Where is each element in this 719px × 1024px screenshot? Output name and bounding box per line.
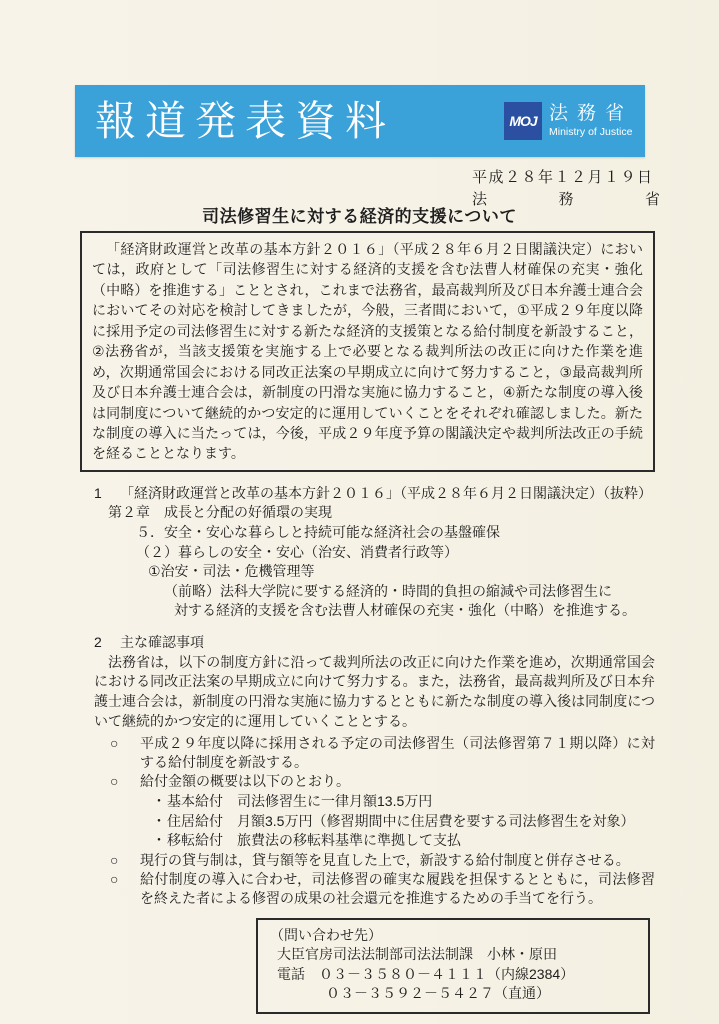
phone-number-2: ０３－３５９２－５４２７（直通） <box>326 985 550 1002</box>
sub-bullet-item <box>152 812 655 831</box>
dot-bullet-marker: ・ <box>152 792 166 809</box>
moj-logo-text <box>549 104 633 138</box>
circle-bullet-marker: ○ <box>110 851 119 868</box>
section-1-number: 1 <box>94 484 102 501</box>
contact-department: 大臣官房司法法制部司法法制課 小林・原田 <box>277 946 557 963</box>
section-1-line: ５．安全・安心な暮らしと持続可能な経済社会の基盤確保 <box>136 524 500 540</box>
document-title: 司法修習生に対する経済的支援について <box>202 207 517 226</box>
release-date: 平成２８年１２月１９日 <box>472 169 654 186</box>
contact-box <box>256 918 650 1014</box>
moj-monogram-text: MOJ <box>509 113 537 129</box>
bullet-text: 平成２９年度以降に採用される予定の司法修習生（司法修習第７１期以降）に対する給付制度を新設する。 <box>140 735 655 770</box>
section-1-title: 「経済財政運営と改革の基本方針２０１６」（平成２８年６月２日閣議決定）（抜粋） <box>120 484 652 501</box>
section-1-line: （２）暮らしの安全・安心（治安、消費者行政等） <box>136 543 458 560</box>
dot-bullet-marker: ・ <box>152 832 166 849</box>
section-2-heading <box>80 633 655 653</box>
bullet-text: 基本給付 司法修習生に一律月額13.5万円 <box>167 792 433 809</box>
section-2-number: 2 <box>94 633 102 650</box>
section-1-line: ①治安・司法・危機管理等 <box>148 563 315 580</box>
section-1-heading <box>80 484 655 504</box>
phone-label: 電話 <box>277 965 305 982</box>
logo-org-name-en: Ministry of Justice <box>548 125 633 138</box>
summary-text: 「経済財政運営と改革の基本方針２０１６」（平成２８年６月２日閣議決定）においては，政府として「司法修習生に対する経済的支援を含む法曹人材確保の充実・強化（中略）を推進する」こととされ，これまで法務省，最高裁判所及び日本弁護士連合会においてその対応を検討してきましたが，今般，三者間において，①平成２９年度以降に採用予定の司法修習生に対する新たな経済的支援策となる給付制度を新設すること，②法務省が，当該支援策を実施する上で必要となる裁判所法の改正に向けた作業を進め，次期通常国会における同改正法案の早期成立に向けて努力すること，③最高裁判所及び日本弁護士連合会は，新制度の円滑な実施に協力すること，④新たな制度の導入後は同制度について継続的かつ安定的に運用していくことをそれぞれ確認しました。新たな制度の導入に当たっては，今後，平成２９年度予算の閣議決定や裁判所法改正の手続を経ることとなります。 <box>92 241 643 462</box>
moj-logo <box>504 102 633 140</box>
phone-number-1: ０３－３５８０－４１１１（内線2384） <box>319 965 575 982</box>
bullet-item <box>110 734 655 771</box>
circle-bullet-marker: ○ <box>110 735 119 752</box>
bullet-text: 給付金額の概要は以下のとおり。 <box>140 773 350 790</box>
sub-bullet-item <box>152 831 655 850</box>
moj-monogram-icon <box>504 102 542 140</box>
circle-bullet-marker: ○ <box>110 773 119 790</box>
section-1 <box>80 484 655 621</box>
section-1-line: 第２章 成長と分配の好循環の実現 <box>108 504 332 521</box>
document-body <box>80 231 655 1014</box>
section-2-title: 主な確認事項 <box>120 633 204 650</box>
logo-org-name: 法務省 <box>548 102 633 124</box>
summary-box <box>80 231 655 472</box>
press-release-banner <box>75 85 645 157</box>
bullet-item <box>110 772 655 791</box>
dot-bullet-marker: ・ <box>152 812 166 829</box>
sub-bullet-item <box>152 792 655 811</box>
contact-label: （問い合わせ先） <box>270 926 382 943</box>
circle-bullet-marker: ○ <box>110 871 119 888</box>
bullet-text: 給付制度の導入に合わせ，司法修習の確実な履践を担保するとともに，司法修習を終えた者による修習の成果の社会還元を推進するための手当てを行う。 <box>140 871 655 906</box>
contact-phone-line <box>277 965 636 985</box>
section-1-line: （前略）法科大学院に要する経済的・時間的負担の縮減や司法修習生に <box>164 582 612 599</box>
bullet-text: 移転給付 旅費法の移転料基準に準拠して支払 <box>167 832 461 849</box>
section-2 <box>80 633 655 908</box>
section-2-paragraph: 法務省は，以下の制度方針に沿って裁判所法の改正に向けた作業を進め，次期通常国会における同改正法案の早期成立に向けて努力する。また，法務省，最高裁判所及び日本弁護士連合会は，新制度の円滑な実施に協力するとともに新たな制度の導入後は同制度について継続的かつ安定的に運用していくこととする。 <box>94 653 655 730</box>
bullet-text: 住居給付 月額3.5万円（修習期間中に住居費を要する司法修習生を対象） <box>167 812 635 829</box>
banner-title: 報道発表資料 <box>95 97 395 144</box>
bullet-item <box>110 870 655 907</box>
issuing-organization: 法 務 省 <box>472 191 660 208</box>
bullet-item <box>110 851 655 870</box>
bullet-text: 現行の貸与制は，貸与額等を見直した上で，新設する給付制度と併存させる。 <box>140 851 630 868</box>
section-1-line: 対する経済的支援を含む法曹人材確保の充実・強化（中略）を推進する。 <box>174 602 636 619</box>
